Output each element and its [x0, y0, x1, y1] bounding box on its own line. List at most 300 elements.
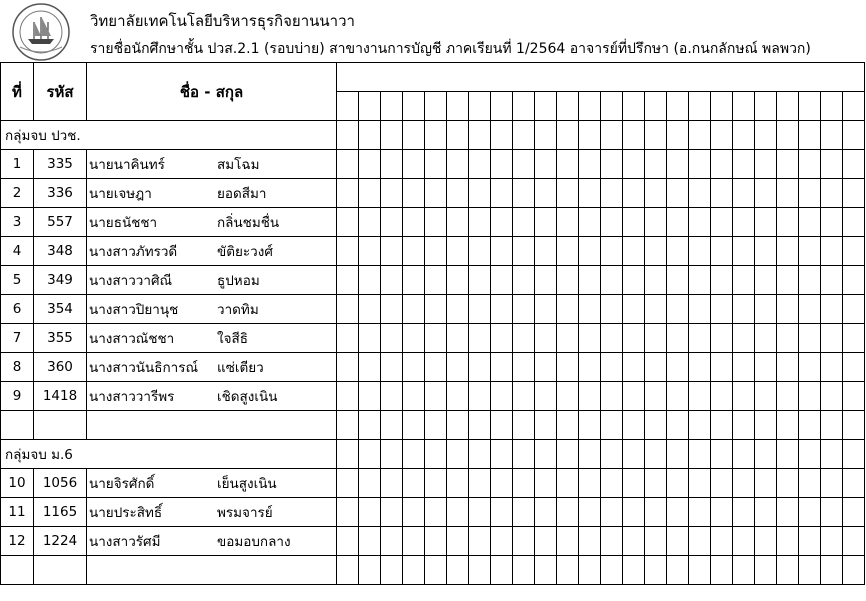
attendance-cell	[799, 411, 821, 440]
attendance-cell	[777, 353, 799, 382]
attendance-cell	[491, 353, 513, 382]
attendance-cell	[601, 411, 623, 440]
blank-cell	[87, 411, 337, 440]
student-no: 4	[1, 237, 34, 266]
attendance-cell	[381, 556, 403, 585]
attendance-cell	[667, 556, 689, 585]
attendance-cell	[557, 324, 579, 353]
attendance-cell	[337, 527, 359, 556]
attendance-cell	[777, 121, 799, 150]
attendance-cell	[645, 179, 667, 208]
attendance-cell	[623, 556, 645, 585]
attendance-cell	[733, 324, 755, 353]
attendance-cell	[381, 382, 403, 411]
attendance-cell	[755, 527, 777, 556]
attendance-cell	[689, 237, 711, 266]
attendance-cell	[623, 440, 645, 469]
college-seal-logo	[12, 3, 70, 61]
attendance-cell	[579, 353, 601, 382]
first-name: นางสาวรัศมี	[89, 534, 161, 550]
last-name: ยอดสีมา	[217, 186, 267, 202]
attendance-cell	[711, 179, 733, 208]
student-id: 355	[34, 324, 87, 353]
attendance-cell	[557, 150, 579, 179]
attendance-cell	[667, 150, 689, 179]
attendance-cell	[557, 353, 579, 382]
attendance-cell	[579, 208, 601, 237]
last-name: เชิดสูงเนิน	[217, 389, 278, 405]
attendance-cell	[469, 527, 491, 556]
attendance-cell	[491, 440, 513, 469]
student-id: 1165	[34, 498, 87, 527]
attendance-cell	[425, 92, 447, 121]
first-name: นายจิรศักดิ์	[89, 476, 155, 492]
attendance-cell	[623, 237, 645, 266]
attendance-cell	[799, 382, 821, 411]
column-header-id: รหัส	[34, 63, 87, 121]
student-id: 348	[34, 237, 87, 266]
attendance-cell	[821, 324, 843, 353]
attendance-cell	[557, 556, 579, 585]
attendance-cell	[469, 469, 491, 498]
attendance-cell	[689, 92, 711, 121]
attendance-cell	[733, 237, 755, 266]
attendance-cell	[689, 208, 711, 237]
first-name: นางสาวนันธิการณ์	[89, 360, 199, 376]
attendance-cell	[645, 353, 667, 382]
attendance-cell	[711, 353, 733, 382]
attendance-cell	[535, 121, 557, 150]
attendance-cell	[425, 498, 447, 527]
last-name: วาดทิม	[217, 302, 259, 318]
student-id: 354	[34, 295, 87, 324]
last-name: กลิ่นชมชื่น	[217, 215, 280, 231]
attendance-cell	[667, 440, 689, 469]
attendance-cell	[337, 440, 359, 469]
student-id: 360	[34, 353, 87, 382]
attendance-cell	[601, 295, 623, 324]
attendance-cell	[579, 324, 601, 353]
attendance-cell	[733, 208, 755, 237]
attendance-cell	[777, 237, 799, 266]
attendance-cell	[667, 266, 689, 295]
group-label: กลุ่มจบ ม.6	[1, 440, 337, 469]
attendance-cell	[535, 237, 557, 266]
attendance-cell	[755, 266, 777, 295]
attendance-cell	[579, 556, 601, 585]
attendance-cell	[689, 469, 711, 498]
attendance-cell	[689, 527, 711, 556]
student-name-wrap	[89, 501, 336, 523]
attendance-cell	[667, 179, 689, 208]
attendance-cell	[733, 556, 755, 585]
attendance-cell	[557, 382, 579, 411]
student-id: 1418	[34, 382, 87, 411]
attendance-cell	[403, 440, 425, 469]
attendance-cell	[337, 150, 359, 179]
attendance-cell	[601, 92, 623, 121]
attendance-cell	[381, 469, 403, 498]
attendance-cell	[535, 556, 557, 585]
attendance-cell	[425, 324, 447, 353]
student-no: 5	[1, 266, 34, 295]
attendance-cell	[843, 382, 865, 411]
attendance-cell	[689, 411, 711, 440]
attendance-cell	[535, 411, 557, 440]
attendance-cell	[821, 150, 843, 179]
attendance-cell	[337, 498, 359, 527]
attendance-cell	[667, 295, 689, 324]
attendance-cell	[843, 121, 865, 150]
attendance-cell	[579, 382, 601, 411]
attendance-cell	[645, 237, 667, 266]
student-name	[87, 150, 337, 179]
attendance-cell	[579, 469, 601, 498]
attendance-cell	[491, 179, 513, 208]
attendance-cell	[447, 92, 469, 121]
attendance-cell	[843, 440, 865, 469]
attendance-cell	[601, 353, 623, 382]
attendance-cell	[337, 382, 359, 411]
attendance-cell	[645, 266, 667, 295]
attendance-cell	[337, 469, 359, 498]
attendance-cell	[403, 527, 425, 556]
attendance-cell	[403, 353, 425, 382]
student-name	[87, 498, 337, 527]
attendance-cell	[403, 411, 425, 440]
attendance-cell	[513, 440, 535, 469]
attendance-cell	[689, 440, 711, 469]
attendance-cell	[425, 440, 447, 469]
attendance-cell	[447, 440, 469, 469]
attendance-cell	[601, 266, 623, 295]
attendance-cell	[843, 208, 865, 237]
attendance-cell	[689, 150, 711, 179]
attendance-cell	[777, 92, 799, 121]
attendance-cell	[491, 208, 513, 237]
attendance-cell	[359, 92, 381, 121]
attendance-cell	[403, 121, 425, 150]
attendance-cell	[799, 237, 821, 266]
attendance-cell	[623, 208, 645, 237]
attendance-cell	[425, 208, 447, 237]
attendance-cell	[535, 469, 557, 498]
attendance-cell	[755, 440, 777, 469]
attendance-cell	[359, 556, 381, 585]
attendance-cell	[359, 324, 381, 353]
attendance-cell	[645, 411, 667, 440]
attendance-cell	[425, 295, 447, 324]
attendance-cell	[777, 382, 799, 411]
attendance-cell	[469, 92, 491, 121]
attendance-cell	[557, 411, 579, 440]
last-name: แซ่เตียว	[217, 360, 264, 376]
first-name: นายประสิทธิ์	[89, 505, 163, 521]
attendance-cell	[799, 527, 821, 556]
blank-row	[1, 556, 865, 585]
student-id: 1224	[34, 527, 87, 556]
attendance-cell	[821, 527, 843, 556]
attendance-cell	[381, 527, 403, 556]
attendance-cell	[601, 498, 623, 527]
attendance-cell	[513, 237, 535, 266]
attendance-cell	[623, 353, 645, 382]
attendance-cell	[601, 121, 623, 150]
attendance-cell	[491, 266, 513, 295]
student-name	[87, 208, 337, 237]
attendance-cell	[337, 411, 359, 440]
attendance-cell	[535, 266, 557, 295]
attendance-cell	[689, 498, 711, 527]
attendance-cell	[843, 411, 865, 440]
attendance-cell	[777, 295, 799, 324]
attendance-cell	[513, 469, 535, 498]
attendance-cell	[689, 353, 711, 382]
attendance-cell	[733, 440, 755, 469]
attendance-cell	[337, 266, 359, 295]
attendance-cell	[755, 208, 777, 237]
attendance-cell	[403, 324, 425, 353]
attendance-cell	[403, 179, 425, 208]
attendance-cell	[403, 208, 425, 237]
attendance-cell	[469, 382, 491, 411]
attendance-cell	[381, 179, 403, 208]
attendance-cell	[513, 266, 535, 295]
attendance-cell	[425, 556, 447, 585]
attendance-cell	[821, 411, 843, 440]
attendance-cell	[469, 266, 491, 295]
attendance-cell	[359, 440, 381, 469]
attendance-cell	[645, 440, 667, 469]
attendance-cell	[579, 295, 601, 324]
attendance-cell	[843, 266, 865, 295]
attendance-cell	[579, 498, 601, 527]
attendance-cell	[535, 527, 557, 556]
attendance-cell	[535, 353, 557, 382]
attendance-cell	[667, 498, 689, 527]
attendance-cell	[711, 208, 733, 237]
student-no: 1	[1, 150, 34, 179]
attendance-cell	[513, 353, 535, 382]
student-name-wrap	[89, 240, 336, 262]
attendance-cell	[777, 411, 799, 440]
attendance-cell	[711, 411, 733, 440]
attendance-cell	[359, 266, 381, 295]
student-id: 335	[34, 150, 87, 179]
attendance-cell	[843, 150, 865, 179]
attendance-cell	[843, 179, 865, 208]
attendance-cell	[777, 150, 799, 179]
attendance-cell	[513, 411, 535, 440]
student-no: 2	[1, 179, 34, 208]
attendance-cell	[491, 150, 513, 179]
attendance-cell	[645, 324, 667, 353]
last-name: ธูปหอม	[217, 273, 260, 289]
attendance-cell	[381, 411, 403, 440]
attendance-cell	[491, 411, 513, 440]
attendance-cell	[645, 92, 667, 121]
attendance-cell	[601, 179, 623, 208]
student-roster-table	[0, 62, 865, 585]
attendance-cell	[491, 121, 513, 150]
attendance-cell	[579, 150, 601, 179]
student-name	[87, 324, 337, 353]
blank-cell	[1, 411, 34, 440]
attendance-cell	[711, 498, 733, 527]
attendance-cell	[645, 382, 667, 411]
attendance-cell	[799, 208, 821, 237]
attendance-cell	[447, 556, 469, 585]
last-name: ขอมอบกลาง	[217, 534, 291, 550]
attendance-cell	[403, 266, 425, 295]
attendance-cell	[755, 121, 777, 150]
attendance-cell	[623, 121, 645, 150]
attendance-cell	[689, 382, 711, 411]
attendance-cell	[623, 150, 645, 179]
student-id: 1056	[34, 469, 87, 498]
attendance-cell	[799, 498, 821, 527]
attendance-cell	[557, 266, 579, 295]
last-name: พรมจารย์	[217, 505, 273, 521]
attendance-cell	[513, 498, 535, 527]
attendance-cell	[711, 469, 733, 498]
attendance-cell	[821, 498, 843, 527]
first-name: นางสาวภัทรวดี	[89, 244, 178, 260]
attendance-cell	[623, 295, 645, 324]
attendance-cell	[447, 382, 469, 411]
attendance-cell	[645, 527, 667, 556]
attendance-cell	[733, 295, 755, 324]
attendance-cell	[579, 121, 601, 150]
attendance-cell	[799, 295, 821, 324]
attendance-cell	[777, 208, 799, 237]
attendance-cell	[821, 382, 843, 411]
attendance-cell	[711, 237, 733, 266]
attendance-cell	[601, 237, 623, 266]
attendance-cell	[777, 324, 799, 353]
attendance-cell	[579, 92, 601, 121]
attendance-cell	[689, 556, 711, 585]
student-row	[1, 150, 865, 179]
attendance-cell	[733, 382, 755, 411]
attendance-cell	[381, 121, 403, 150]
attendance-cell	[491, 324, 513, 353]
student-name-wrap	[89, 385, 336, 407]
attendance-cell	[535, 440, 557, 469]
attendance-cell	[821, 556, 843, 585]
attendance-cell	[557, 498, 579, 527]
attendance-cell	[777, 556, 799, 585]
attendance-cell	[843, 295, 865, 324]
attendance-cell	[535, 324, 557, 353]
attendance-cell	[755, 179, 777, 208]
attendance-cell	[381, 440, 403, 469]
attendance-cell	[601, 556, 623, 585]
attendance-cell	[711, 150, 733, 179]
attendance-cell	[337, 295, 359, 324]
attendance-cell	[755, 150, 777, 179]
attendance-cell	[469, 179, 491, 208]
attendance-cell	[623, 179, 645, 208]
attendance-cell	[535, 295, 557, 324]
attendance-cell	[513, 527, 535, 556]
attendance-cell	[623, 92, 645, 121]
attendance-cell	[645, 150, 667, 179]
attendance-cell	[733, 150, 755, 179]
attendance-cell	[381, 92, 403, 121]
attendance-cell	[667, 527, 689, 556]
attendance-cell	[469, 556, 491, 585]
attendance-cell	[733, 92, 755, 121]
attendance-cell	[425, 527, 447, 556]
attendance-cell	[359, 179, 381, 208]
student-name-wrap	[89, 298, 336, 320]
attendance-cell	[337, 237, 359, 266]
student-row	[1, 295, 865, 324]
attendance-cell	[447, 324, 469, 353]
attendance-cell	[799, 324, 821, 353]
attendance-cell	[447, 411, 469, 440]
attendance-cell	[557, 208, 579, 237]
attendance-cell	[843, 237, 865, 266]
attendance-cell	[667, 353, 689, 382]
attendance-cell	[799, 353, 821, 382]
student-row	[1, 179, 865, 208]
attendance-cell	[579, 266, 601, 295]
attendance-cell	[403, 556, 425, 585]
attendance-cell	[733, 353, 755, 382]
attendance-cell	[623, 411, 645, 440]
attendance-cell	[381, 295, 403, 324]
attendance-cell	[799, 440, 821, 469]
attendance-cell	[799, 150, 821, 179]
attendance-cell	[447, 527, 469, 556]
attendance-cell	[711, 527, 733, 556]
attendance-cell	[491, 556, 513, 585]
attendance-cell	[601, 382, 623, 411]
attendance-cell	[645, 295, 667, 324]
attendance-cell	[359, 527, 381, 556]
attendance-cell	[601, 150, 623, 179]
student-row	[1, 237, 865, 266]
attendance-cell	[535, 208, 557, 237]
attendance-cell	[513, 92, 535, 121]
attendance-cell	[513, 324, 535, 353]
attendance-cell	[733, 527, 755, 556]
student-name-wrap	[89, 530, 336, 552]
attendance-cell	[777, 527, 799, 556]
attendance-cell	[403, 295, 425, 324]
attendance-cell	[425, 411, 447, 440]
attendance-cell	[711, 121, 733, 150]
first-name: นางสาวปิยานุช	[89, 302, 179, 318]
attendance-cell	[689, 324, 711, 353]
blank-cell	[1, 556, 34, 585]
attendance-cell	[601, 469, 623, 498]
attendance-cell	[425, 353, 447, 382]
attendance-cell	[579, 237, 601, 266]
attendance-cell	[557, 469, 579, 498]
attendance-cell	[535, 498, 557, 527]
attendance-cell	[447, 498, 469, 527]
attendance-cell	[843, 469, 865, 498]
attendance-cell	[469, 121, 491, 150]
attendance-cell	[381, 353, 403, 382]
student-row	[1, 469, 865, 498]
first-name: นางสาววารีพร	[89, 389, 175, 405]
attendance-cell	[513, 179, 535, 208]
student-name-wrap	[89, 211, 336, 233]
